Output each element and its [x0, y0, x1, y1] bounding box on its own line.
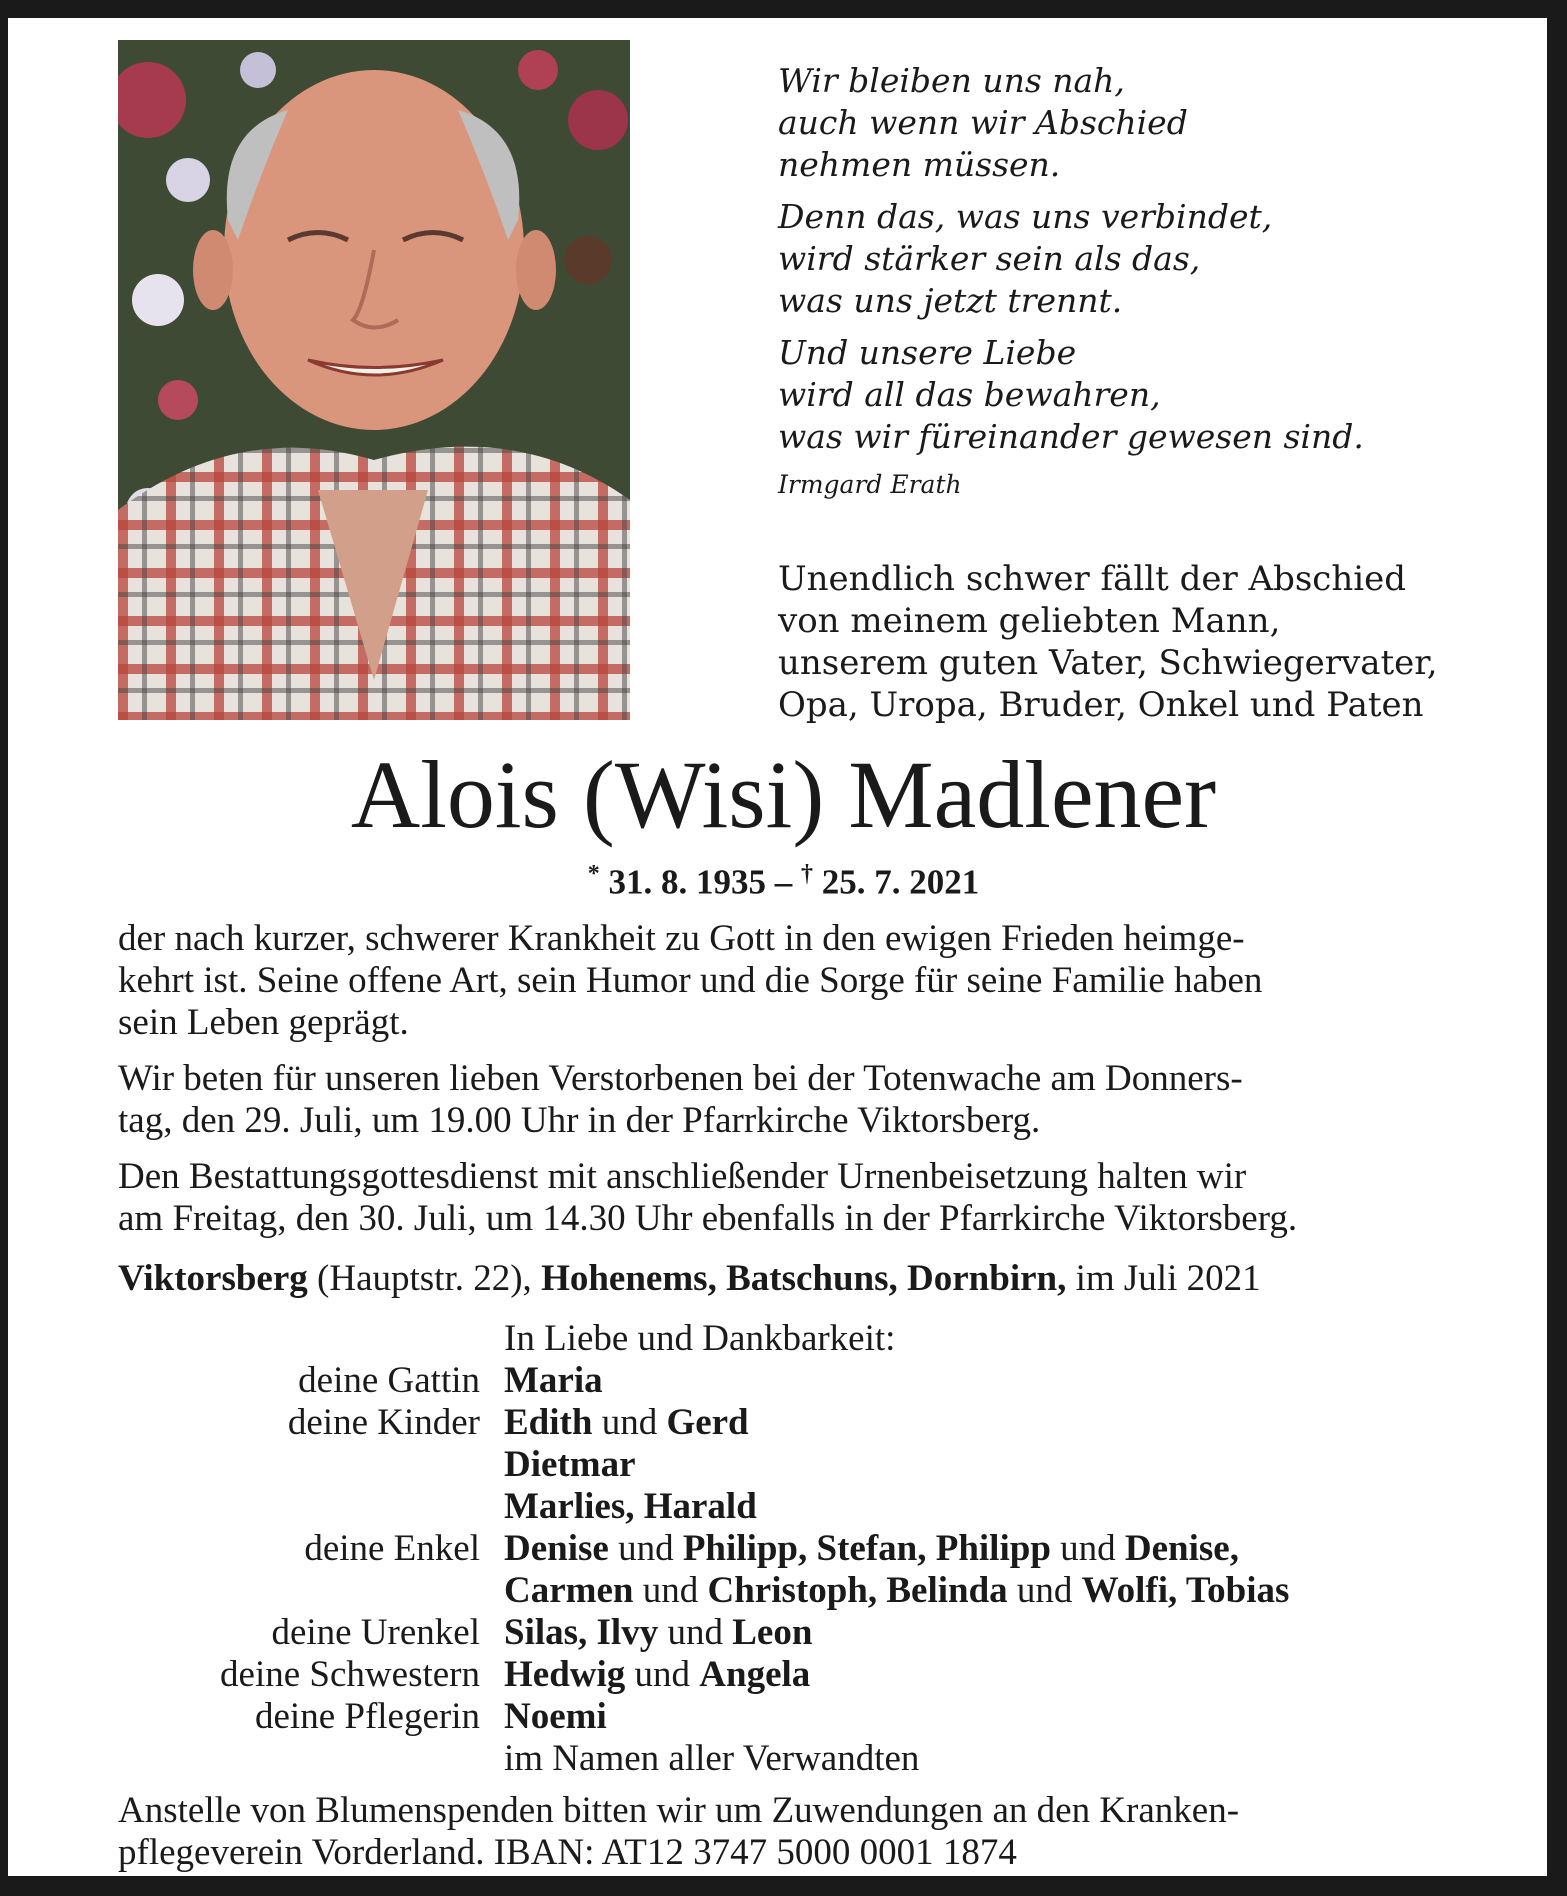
- body-line: sein Leben geprägt.: [118, 1002, 409, 1043]
- poem-line: Denn das, was uns verbindet,: [778, 197, 1273, 236]
- conjunction: und: [1016, 1570, 1073, 1611]
- death-symbol: †: [801, 861, 813, 887]
- body-line: Wir beten für unseren lieben Verstorbenen bei der Totenwache am Donners-: [118, 1058, 1243, 1099]
- family-row-children: [118, 1444, 1448, 1486]
- obituary-body: [118, 918, 1448, 1254]
- family-heading: In Liebe und Dankbarkeit:: [504, 1318, 896, 1359]
- body-line: am Freitag, den 30. Juli, um 14.30 Uhr ebenfalls in der Pfarrkirche Viktorsberg.: [118, 1198, 1298, 1239]
- poem-stanza-1: [778, 60, 1478, 186]
- family-row-wife: [118, 1360, 1448, 1402]
- family-row-children: [118, 1486, 1448, 1528]
- portrait-photo: [118, 40, 630, 720]
- intro-line: Opa, Uropa, Bruder, Onkel und Paten: [778, 685, 1424, 725]
- poem-line: was uns jetzt trennt.: [778, 281, 1123, 320]
- relation-label: deine Kinder: [287, 1402, 480, 1443]
- donation-note: [118, 1790, 1448, 1874]
- poem-line: Wir bleiben uns nah,: [778, 61, 1125, 100]
- intro-line: unserem guten Vater, Schwiegervater,: [778, 643, 1438, 683]
- family-name: Angela: [699, 1654, 811, 1695]
- family-row-grandchildren: [118, 1570, 1448, 1612]
- place-and-date: [118, 1258, 1448, 1300]
- conjunction: und: [1060, 1528, 1116, 1569]
- intro-line: von meinem geliebten Mann,: [778, 601, 1281, 641]
- family-name: Maria: [504, 1360, 603, 1401]
- body-line: tag, den 29. Juli, um 19.00 Uhr in der Pfarrkirche Viktorsberg.: [118, 1100, 1041, 1141]
- life-dates: [0, 852, 1567, 905]
- birth-date: 31. 8. 1935: [608, 862, 766, 902]
- family-row-grandchildren: [118, 1528, 1448, 1570]
- paragraph-funeral: [118, 1156, 1448, 1240]
- family-name: Denise: [504, 1528, 609, 1569]
- body-line: der nach kurzer, schwerer Krankheit zu Gott in den ewigen Frieden heimge-: [118, 918, 1245, 959]
- relation-label: deine Pflegerin: [255, 1696, 480, 1737]
- conjunction: und: [618, 1528, 674, 1569]
- note-line: pflegeverein Vorderland. IBAN: AT12 3747 5000 0001 1874: [118, 1832, 1017, 1873]
- death-date: 25. 7. 2021: [821, 862, 980, 902]
- place-address: (Hauptstr. 22),: [317, 1258, 532, 1299]
- poem-author: Irmgard Erath: [778, 470, 962, 499]
- family-closing-row: [118, 1738, 1448, 1780]
- conjunction: und: [667, 1612, 723, 1653]
- relation-label: deine Gattin: [298, 1360, 480, 1401]
- conjunction: und: [634, 1654, 691, 1695]
- family-list: [118, 1318, 1448, 1780]
- poem-line: was wir füreinander gewesen sind.: [778, 417, 1364, 456]
- family-name: Silas, Ilvy: [504, 1612, 659, 1653]
- intro-text: [778, 558, 1446, 726]
- date-dash: –: [774, 862, 793, 902]
- family-row-great-grandchildren: [118, 1612, 1448, 1654]
- relation-label: deine Schwestern: [220, 1654, 480, 1695]
- poem-stanza-2: [778, 196, 1478, 322]
- family-closing: im Namen aller Verwandten: [504, 1738, 920, 1779]
- family-name: Wolfi, Tobias: [1081, 1570, 1290, 1611]
- family-name: Christoph, Belinda: [707, 1570, 1008, 1611]
- conjunction: und: [642, 1570, 699, 1611]
- deceased-name: Alois (Wisi) Madlener: [350, 741, 1217, 848]
- family-name: Marlies, Harald: [504, 1486, 757, 1527]
- place-date: im Juli 2021: [1075, 1258, 1261, 1299]
- family-name: Carmen: [504, 1570, 634, 1611]
- family-name: Noemi: [504, 1696, 607, 1737]
- intro-line: Unendlich schwer fällt der Abschied: [778, 559, 1406, 599]
- family-row-carer: [118, 1696, 1448, 1738]
- conjunction: und: [601, 1402, 658, 1443]
- family-row-sisters: [118, 1654, 1448, 1696]
- body-line: Den Bestattungsgottesdienst mit anschließender Urnenbeisetzung halten wir: [118, 1156, 1247, 1197]
- family-name: Denise,: [1124, 1528, 1239, 1569]
- family-name: Philipp, Stefan, Philipp: [682, 1528, 1051, 1569]
- poem-stanza-3: [778, 332, 1478, 458]
- poem-line: auch wenn wir Abschied: [778, 103, 1188, 142]
- body-line: kehrt ist. Seine offene Art, sein Humor und die Sorge für seine Familie haben: [118, 960, 1263, 1001]
- family-name: Dietmar: [504, 1444, 636, 1485]
- family-name: Hedwig: [504, 1654, 626, 1695]
- family-name: Leon: [732, 1612, 813, 1653]
- relation-label: deine Enkel: [304, 1528, 480, 1569]
- place-others: Hohenems, Batschuns, Dornbirn,: [541, 1258, 1067, 1299]
- family-name: Gerd: [666, 1402, 749, 1443]
- poem-line: Und unsere Liebe: [778, 333, 1077, 372]
- poem-line: wird stärker sein als das,: [778, 239, 1201, 278]
- paragraph-vigil: [118, 1058, 1448, 1142]
- poem-line: wird all das bewahren,: [778, 375, 1161, 414]
- family-heading-row: [118, 1318, 1448, 1360]
- note-line: Anstelle von Blumenspenden bitten wir um Zuwendungen an den Kranken-: [118, 1790, 1240, 1831]
- poem: [778, 60, 1478, 502]
- family-name: Edith: [504, 1402, 593, 1443]
- relation-label: deine Urenkel: [271, 1612, 480, 1653]
- place-town: Viktorsberg: [118, 1258, 308, 1299]
- family-row-children: [118, 1402, 1448, 1444]
- birth-symbol: *: [587, 861, 600, 887]
- paragraph-passing: [118, 918, 1448, 1044]
- poem-line: nehmen müssen.: [778, 145, 1061, 184]
